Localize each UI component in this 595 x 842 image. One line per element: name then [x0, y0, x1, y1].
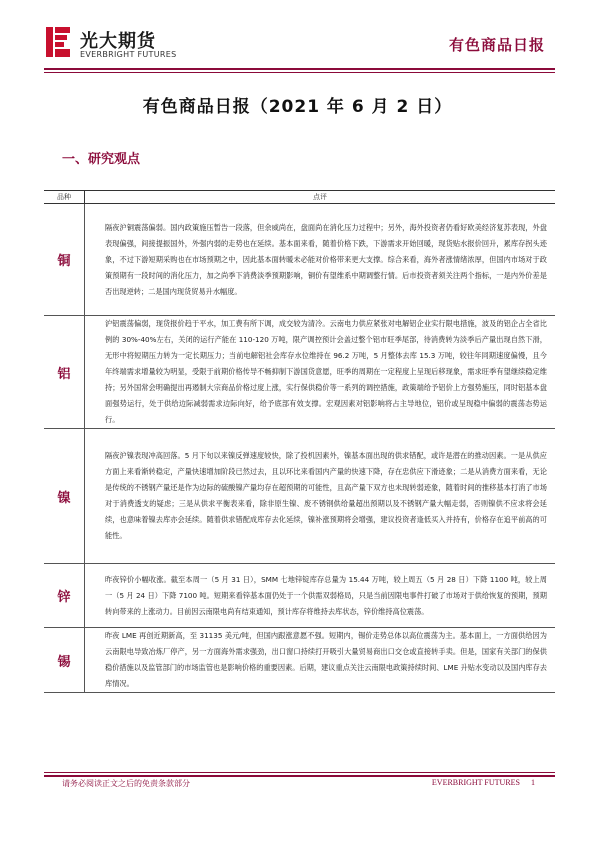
- column-header-variety: 品种: [44, 191, 85, 204]
- table-row-copper: [44, 204, 555, 316]
- document-title: 有色商品日报（2021 年 6 月 2 日）: [142, 97, 453, 117]
- logo-name-en: EVERBRIGHT FUTURES: [80, 50, 177, 59]
- metal-name: 镍: [44, 429, 85, 564]
- metal-name: 锡: [44, 628, 85, 693]
- report-name: 有色商品日报: [448, 36, 545, 54]
- footer-divider-thin: [44, 772, 555, 773]
- table-row-zinc: [44, 564, 555, 628]
- commentary-table: [44, 190, 555, 693]
- metal-comment: 昨夜 LME 再创近期新高，至 31135 美元/吨，但国内跟涨意愿不强。短期内，锡价走势总体以高位震荡为主。基本面上，一方面供给因为云南限电导致冶炼厂停产，另一方面海外需求强劲，出口窗口持续打开吸引大量贸易商出口交仓或直接转手卖。但是，国家有关部门的保供稳价措施以及监管部门的市场监管也是影响价格的重要因素。后期，建议重点关注云南限电政策持续时间、LME 升贴水变动以及国内库存去库情况。: [85, 628, 556, 693]
- header-divider: [44, 68, 555, 70]
- section-heading: 一、研究观点: [62, 152, 141, 167]
- metal-comment: 隔夜沪铜震荡偏弱。国内政策施压暂告一段落，但余威尚在，盘面尚在消化压力过程中；另外，海外投资者仍看好欧美经济复苏表现，外盘表现偏强，间接提振国外，外强内弱的走势也在延续。基本面来看，随着价格下跌，下游需求开始回暖，现货贴水报价回升，累库存拐头迹象，不过下游短期采购也在市场预期之中，因此基本面转暖未必能对价格带来更大支撑。综合来看，海外者涨情绪浓厚，但国内市场对于政策预期有一段时间的消化压力，加之尚季下消费淡季预期影响，铜价有望维系中期调整行情。后市投资者须关注两个指标，一是内外价差是否出现逆转；二是国内现货贸易升水幅度。: [85, 204, 556, 316]
- column-header-comment: 点评: [85, 191, 556, 204]
- table-row-tin: [44, 628, 555, 693]
- metal-comment: 昨夜锌价小幅收涨。截至本周一（5 月 31 日），SMM 七地锌锭库存总量为 15.44 万吨，较上周五（5 月 28 日）下降 1100 吨，较上周一（5 月 24 日）下降 7100 吨。短期来看锌基本面仍处于一个供需双弱格局，只是当前因限电事件打破了市场对于供给恢复的预期，预期转向带来的上涨动力。目前因云南限电尚有结束通知，预计库存将维持去库状态，锌价维持高位震荡。: [85, 564, 556, 628]
- metal-name: 铝: [44, 316, 85, 429]
- table-row-nickel: [44, 429, 555, 564]
- metal-comment: 沪铝震荡偏弱，现货报价趋于平水，加工费有所下调，成交较为清冷。云南电力供应紧张对电解铝企业实行限电措施，波及的铝企占全省比例的 30%-40%左右，关闭的运行产能在 110-120 万吨，限产调控预计会盖过整个铝市旺季尾部，待消费转为淡季后产量出现自然下滑，无形中将短期压力转为一定长期压力；当前电解铝社会库存水位维持在 96.2 万吨，5 月整体去库 15.3 万吨，较往年同期速度偏慢，且今年终端需求增量较为明显，受限于前期价格传导不畅抑制下游国货意愿，旺季的周期在一定程度上呈现后移现象，需求旺季有望继续稳定维持；另外国常会明确提出再遏制大宗商品价格过度上涨，实行保供稳价等一系列的调控措施，政策端给予铝价上方强势施压，同时铝基本盘面强势运行，处于供给边际减弱需求边际向好，给予底部有效支撑。宏观因素对铝影响将占主导地位，铝价或呈现稳中偏弱的震荡态势运行。: [85, 316, 556, 429]
- page-number: 1: [531, 778, 535, 787]
- table-row-aluminum: [44, 316, 555, 429]
- footer-disclaimer: 请务必阅读正文之后的免责条款部分: [62, 779, 190, 788]
- header-divider-thin: [44, 72, 555, 73]
- everbright-logo-icon: [44, 26, 72, 58]
- company-logo: [44, 26, 254, 62]
- footer-divider: [44, 775, 555, 777]
- metal-name: 铜: [44, 204, 85, 316]
- metal-name: 锌: [44, 564, 85, 628]
- footer-company: EVERBRIGHT FUTURES: [431, 778, 520, 787]
- table-header-row: [44, 191, 555, 204]
- metal-comment: 隔夜沪镍表现冲高回落。5 月下旬以来镍反弹速度较快，除了投机因素外，镍基本面出现的供求错配，或许是潜在的推动因素。一是从供应方面上来看渐转稳定，产量快速增加阶段已然过去，且以环比来看国内产量的快速下降，存在忠供应下滑迹象；二是从消费方面来看，无论是传统的不锈钢产量还是作为边际的硫酸镍产量均存在超预期的可能性，且高产量下双方也未现转弱迹象，随着时间的推移基本打消了市场对于消费透支的疑虑；三是从供求平衡表来看，除非原生镍、废不锈钢供给量超出预期以及不锈钢产量大幅走弱，否则镍供不应求将会延续，也意味着镍去库亦会延续。随着供求错配成库存去化延续，镍补涨预期将会增强，建议投资者逢低买入并持有，价格存在追平前高的可能性。: [85, 429, 556, 564]
- logo-name-cn: 光大期货: [80, 31, 156, 52]
